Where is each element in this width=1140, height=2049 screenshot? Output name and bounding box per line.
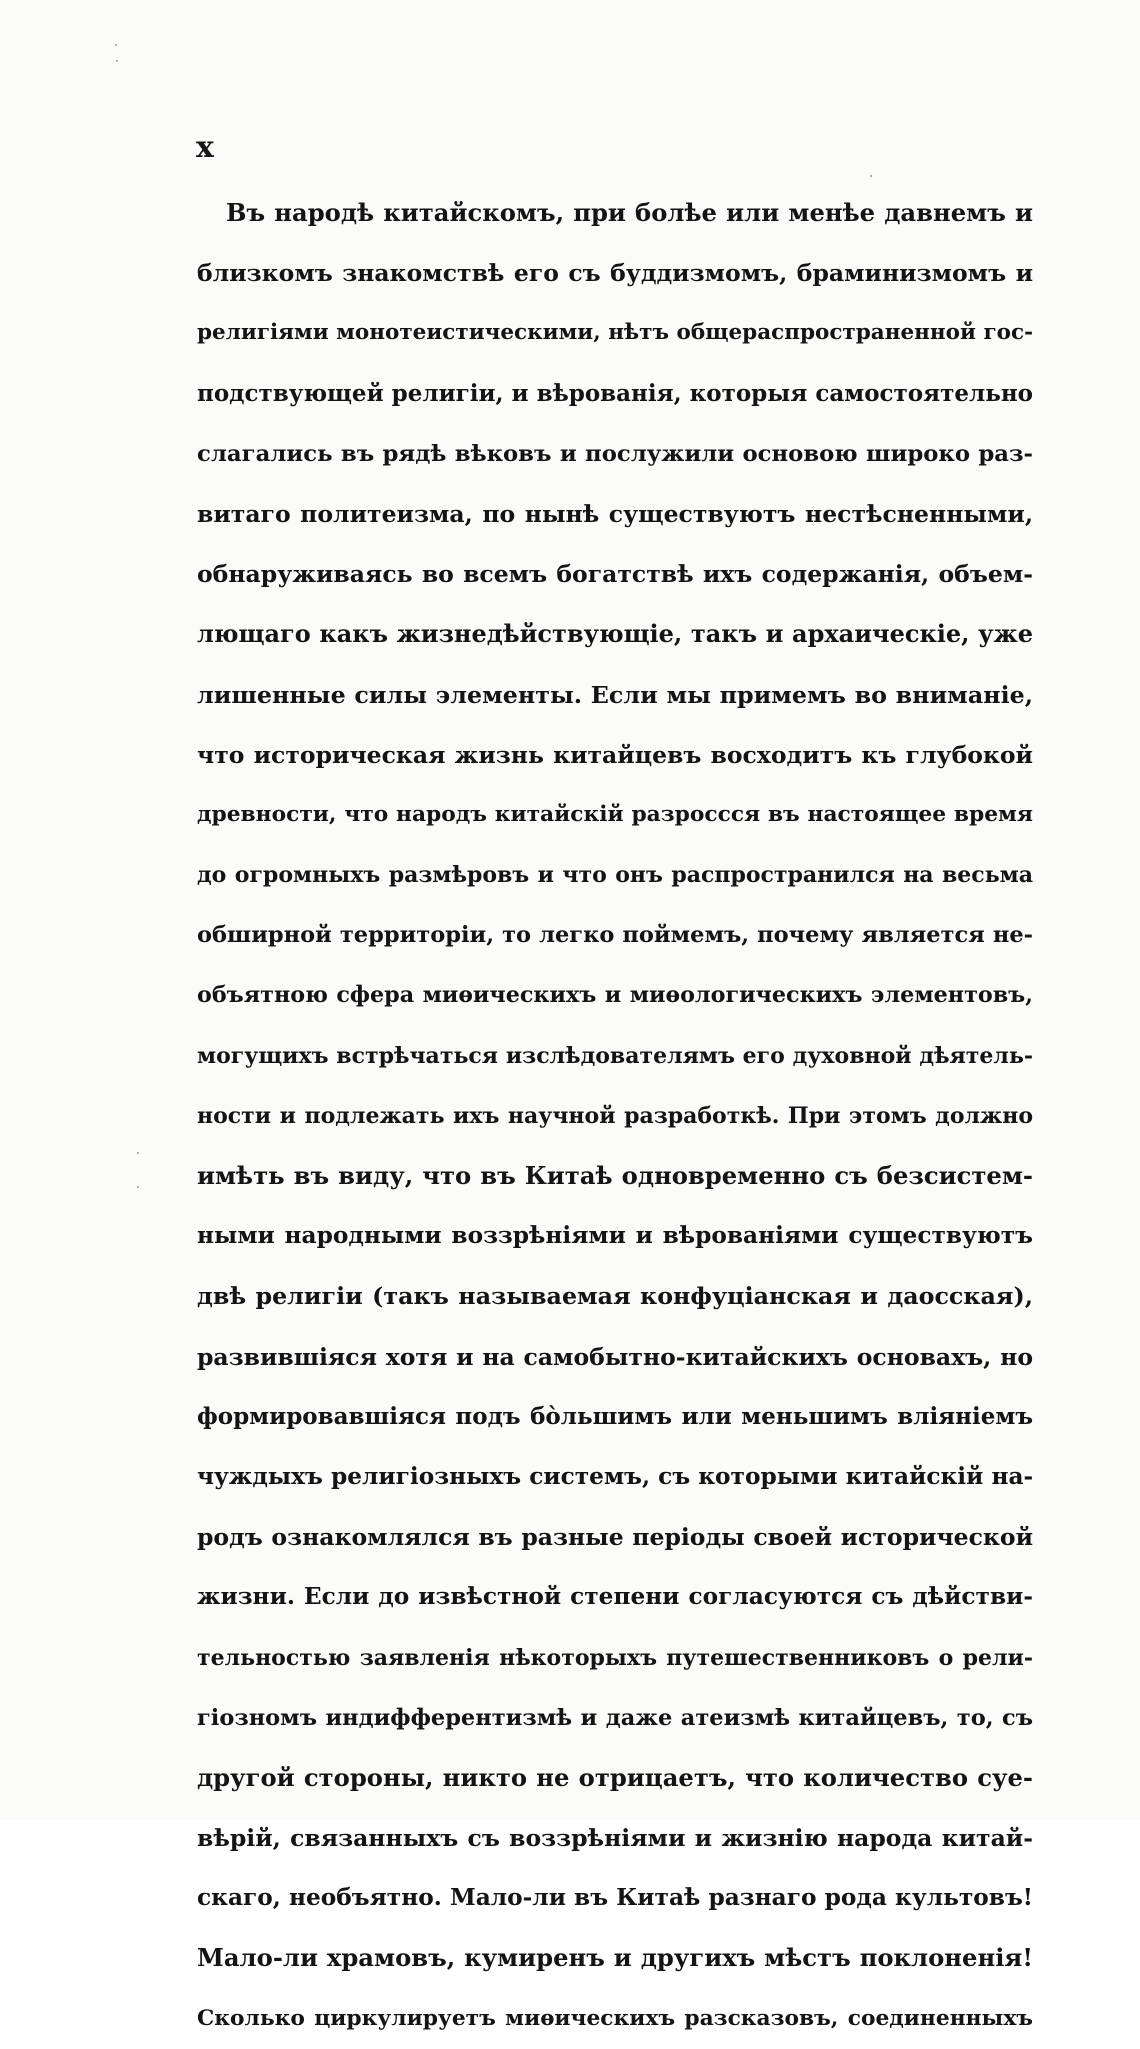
text-line: лющаго какъ жизнедѣйствующіе, такъ и архаическіе, уже <box>197 619 1033 649</box>
text-line: имѣть въ виду, что въ Китаѣ одновременно съ безсистем- <box>197 1161 1033 1190</box>
page-number: x <box>196 130 214 165</box>
text-line: обнаруживаясь во всемъ богатствѣ ихъ содержанія, объем- <box>197 560 1033 589</box>
text-line: тельностью заявленія нѣкоторыхъ путешественниковъ о рели- <box>197 1644 1033 1671</box>
text-line: что историческая жизнь китайцевъ восходитъ къ глубокой <box>197 740 1033 769</box>
text-line: витаго политеизма, по нынѣ существуютъ нестѣсненными, <box>197 499 1033 528</box>
text-line: родъ ознакомлялся въ разные періоды своей исторической <box>197 1523 1033 1552</box>
text-line: близкомъ знакомствѣ его съ буддизмомъ, браминизмомъ и <box>197 259 1033 288</box>
text-line: гіозномъ индифферентизмѣ и даже атеизмѣ китайцевъ, то, съ <box>197 1704 1033 1731</box>
text-line: Мало-ли храмовъ, кумиренъ и другихъ мѣстъ поклоненія! <box>197 1943 1033 1973</box>
text-line: скаго, необъятно. Мало-ли въ Китаѣ разнаго рода культовъ! <box>197 1884 1033 1912</box>
text-line: слагались въ рядѣ вѣковъ и послужили основою широко раз- <box>197 440 1033 467</box>
scan-speck <box>870 175 872 177</box>
text-line: формировавшіяся подъ бо̀льшимъ или меньшимъ вліяніемъ <box>197 1402 1033 1430</box>
text-line: ными народными воззрѣніями и вѣрованіями существуютъ <box>197 1222 1033 1250</box>
body-text <box>197 183 1033 2049</box>
scan-speck <box>115 44 117 46</box>
text-line: обширной территоріи, то легко поймемъ, почему является не- <box>197 922 1033 949</box>
scan-speck <box>137 1152 139 1154</box>
text-line: Сколько циркулируетъ миѳическихъ разсказовъ, соединенныхъ <box>197 2005 1033 2031</box>
text-line: двѣ религіи (такъ называемая конфуціанская и даосская), <box>197 1282 1033 1311</box>
text-line: развившіяся хотя и на самобытно-китайскихъ основахъ, но <box>197 1342 1033 1371</box>
text-line: чуждыхъ религіозныхъ системъ, съ которыми китайскій на- <box>197 1462 1034 1490</box>
text-line: лишенные силы элементы. Если мы примемъ во вниманіе, <box>197 680 1033 709</box>
text-line: древности, что народъ китайскій разроссся въ настоящее время <box>197 801 1033 827</box>
text-line: подствующей религіи, и вѣрованія, которыя самостоятельно <box>197 379 1034 407</box>
text-line: могущихъ встрѣчаться изслѣдователямъ его духовной дѣятель- <box>197 1042 1033 1069</box>
text-line: другой стороны, никто не отрицаетъ, что количество суе- <box>197 1762 1033 1792</box>
text-line: объятною сфера миѳическихъ и миѳологическихъ элементовъ, <box>197 982 1033 1009</box>
text-line: ности и подлежать ихъ научной разработкѣ. При этомъ должно <box>197 1102 1033 1129</box>
text-line: жизни. Если до извѣстной степени согласуются съ дѣйстви- <box>197 1583 1033 1611</box>
text-line: Въ народѣ китайскомъ, при болѣе или менѣе давнемъ и <box>226 198 1033 227</box>
text-line: вѣрій, связанныхъ съ воззрѣніями и жизнію народа китай- <box>197 1824 1033 1853</box>
scan-speck <box>137 1186 139 1188</box>
text-line: религіями монотеистическими, нѣтъ общераспространенной гос- <box>197 320 1033 346</box>
scan-speck <box>116 60 118 62</box>
text-line: до огромныхъ размѣровъ и что онъ распространился на весьма <box>197 862 1033 889</box>
